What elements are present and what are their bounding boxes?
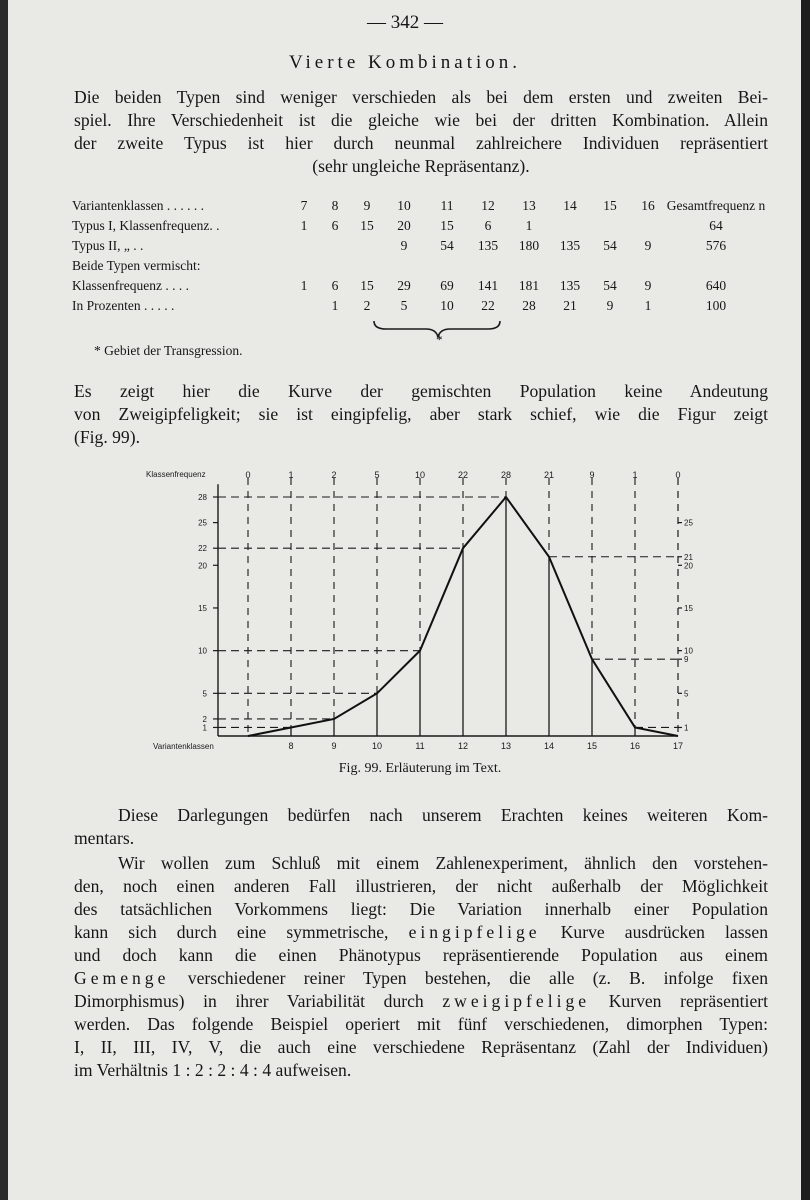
y-tick-label-left: 20 (198, 561, 207, 571)
table-cell: 9 (363, 198, 371, 213)
table-cell: 141 (477, 278, 499, 293)
y-tick-label-left: 2 (202, 714, 207, 724)
top-value-label: 28 (500, 470, 512, 480)
x-tick-label: 16 (629, 741, 641, 751)
table-cell: 54 (603, 238, 617, 253)
table-cell: 1 (644, 298, 652, 313)
table-cell: 54 (440, 238, 454, 253)
row-label: Typus I, Klassenfrequenz. . (72, 218, 220, 233)
x-tick-label: 17 (672, 741, 684, 751)
text-line (74, 875, 768, 898)
table-cell: 640 (705, 278, 727, 293)
text-line (74, 967, 768, 990)
table-cell: 15 (360, 278, 374, 293)
y-tick-label-left: 10 (198, 646, 207, 656)
text-line: mentars. (74, 828, 135, 848)
text-segment: Kurve ausdrücken lassen (540, 922, 768, 942)
text-line: der zweite Typus ist hier durch neunmal zahlreichere Individuen repräsentiert (74, 133, 768, 153)
table-cell: 135 (477, 238, 499, 253)
brace-asterisk: * (436, 332, 443, 345)
table-cell: 16 (641, 198, 655, 213)
final-paragraph (74, 852, 768, 1082)
table-cell: 29 (397, 278, 411, 293)
text-segment: des tatsächlichen Vorkommens liegt: Die Variation innerhalb einer Population (74, 899, 768, 919)
top-value-label: 1 (632, 470, 638, 480)
text-line: Es zeigt hier die Kurve der gemischten Population keine Andeutung (74, 381, 768, 401)
y-tick-label-left: 5 (202, 689, 207, 699)
text-line: Diese Darlegungen bedürfen nach unserem Erachten keines weiteren Kom- (118, 805, 768, 825)
top-value-label: 9 (589, 470, 595, 480)
table-cell: 135 (559, 278, 581, 293)
top-value-label: 2 (331, 470, 337, 480)
text-line (74, 852, 768, 875)
caption-text: Fig. 99. Erläuterung im Text. (338, 761, 502, 776)
text-line: von Zweigipfeligkeit; sie ist eingipfelig, aber stark schief, wie die Figur zeigt (74, 404, 768, 424)
table-cell: 22 (481, 298, 495, 313)
x-tick-label: 10 (371, 741, 383, 751)
figure-caption (0, 761, 810, 777)
y-axis-title: Klassenfrequenz (146, 470, 206, 479)
row-label: Variantenklassen . . . . . . (72, 198, 204, 213)
text-segment: Wir wollen zum Schluß mit einem Zahlenexperiment, ähnlich den vorstehen- (118, 853, 768, 873)
table-cell: 135 (559, 238, 581, 253)
comment-paragraph (74, 804, 768, 850)
x-tick-label: 15 (586, 741, 598, 751)
text-segment: werden. Das folgende Beispiel operiert mit fünf verschiedenen, dimorphen Typen: (74, 1014, 768, 1034)
table-cell: 15 (440, 218, 454, 233)
table-cell: 14 (563, 198, 577, 213)
table-cell: 69 (440, 278, 454, 293)
table-cell: 6 (484, 218, 492, 233)
emphasized-text: zweigipfelige (442, 991, 591, 1011)
table-cell: 1 (300, 218, 308, 233)
x-tick-label: 12 (457, 741, 469, 751)
row-label: Klassenfrequenz . . . . (72, 278, 189, 293)
text-line: Die beiden Typen sind weniger verschieden als bei dem ersten und zweiten Bei- (74, 87, 768, 107)
table-cell: 1 (331, 298, 339, 313)
x-tick-label: 9 (331, 741, 337, 751)
text-line (74, 944, 768, 967)
text-line (74, 898, 768, 921)
text-segment: Kurven repräsentiert (590, 991, 769, 1011)
y-tick-label-right: 5 (684, 689, 689, 699)
top-value-label: 0 (675, 470, 681, 480)
y-tick-label-right: 25 (684, 518, 693, 528)
y-tick-label-left: 25 (198, 518, 207, 528)
text-segment: I, II, III, IV, V, die auch eine verschiedene Repräsentanz (Zahl der Individuen) (74, 1037, 768, 1057)
table-cell: 180 (518, 238, 540, 253)
y-tick-label-right: 10 (684, 646, 693, 656)
y-tick-label-left: 15 (198, 603, 207, 613)
table-cell: 20 (397, 218, 411, 233)
x-axis-title: Variantenklassen (153, 742, 214, 751)
x-tick-label: 13 (500, 741, 512, 751)
row-label: In Prozenten . . . . . (72, 298, 175, 313)
page-number: — 342 — (367, 12, 443, 33)
text-segment: verschiedener reiner Typen bestehen, die alle (z. B. infolge fixen (169, 968, 768, 988)
table-cell: 54 (603, 278, 617, 293)
text-line: spiel. Ihre Verschiedenheit ist die gleiche wie bei der dritten Kombination. Allein (74, 110, 768, 130)
table-cell: 15 (603, 198, 617, 213)
emphasized-text: Gemenge (74, 968, 170, 988)
table-cell: 12 (481, 198, 495, 213)
text-line: (Fig. 99). (74, 427, 140, 447)
text-segment: Dimorphismus) in ihrer Variabilität durch (74, 991, 443, 1011)
table-cell: 6 (331, 278, 339, 293)
table-footnote: * Gebiet der Transgression. (94, 343, 243, 358)
table-cell: Gesamtfrequenz n (666, 198, 766, 213)
emphasized-text: eingipfelige (408, 922, 541, 942)
text-segment: den, noch einen anderen Fall illustrieren, der nicht außerhalb der Möglichkeit (74, 876, 768, 896)
y-tick-label-right: 20 (684, 561, 693, 571)
table-cell: 28 (522, 298, 536, 313)
y-tick-label-left: 22 (198, 544, 207, 554)
table-cell: 576 (705, 238, 727, 253)
table-cell: 181 (518, 278, 540, 293)
table-cell: 7 (300, 198, 308, 213)
x-tick-label: 8 (288, 741, 294, 751)
y-tick-label-right: 15 (684, 603, 693, 613)
section-heading: Vierte Kombination. (288, 52, 522, 73)
table-cell: 5 (400, 298, 408, 313)
table-cell: 2 (363, 298, 371, 313)
x-tick-label: 11 (415, 741, 425, 751)
table-cell: 100 (705, 298, 727, 313)
text-segment: und doch kann die einen Phänotypus repräsentierende Population aus einem (74, 945, 768, 965)
table-cell: 9 (644, 278, 652, 293)
top-value-label: 0 (245, 470, 251, 480)
top-value-label: 5 (374, 470, 380, 480)
text-line (74, 921, 768, 944)
table-cell: 6 (331, 218, 339, 233)
y-tick-label-left: 28 (198, 493, 207, 502)
text-line (74, 1036, 768, 1059)
table-cell: 1 (525, 218, 533, 233)
table-cell: 21 (563, 298, 577, 313)
table-cell: 1 (300, 278, 308, 293)
table-cell: 9 (606, 298, 614, 313)
x-tick-label: 14 (543, 741, 555, 751)
text-segment: im Verhältnis 1 : 2 : 2 : 4 : 4 aufweisen. (74, 1060, 352, 1080)
text-line (74, 1059, 768, 1082)
table-cell: 10 (440, 298, 454, 313)
text-line: (sehr ungleiche Repräsentanz). (312, 156, 530, 176)
top-value-label: 1 (288, 470, 294, 480)
table-cell: 13 (522, 198, 536, 213)
y-tick-label-right: 21 (684, 552, 693, 562)
table-cell: 9 (400, 238, 408, 253)
text-segment: kann sich durch eine symmetrische, (74, 922, 409, 942)
table-cell: 8 (331, 198, 339, 213)
row-label: Typus II, „ . . (72, 238, 144, 253)
text-line (74, 1013, 768, 1036)
table-cell: 15 (360, 218, 374, 233)
table-cell: 11 (440, 198, 454, 213)
table-cell: 9 (644, 238, 652, 253)
y-tick-label-right: 9 (684, 655, 689, 665)
top-value-label: 21 (543, 470, 555, 480)
row-label: Beide Typen vermischt: (72, 258, 201, 273)
table-cell: 64 (709, 218, 723, 233)
text-line (74, 990, 768, 1013)
y-tick-label-right: 1 (684, 723, 689, 733)
table-cell: 10 (397, 198, 411, 213)
y-tick-label-left: 1 (202, 723, 207, 733)
top-value-label: 22 (457, 470, 469, 480)
top-value-label: 10 (414, 470, 426, 480)
